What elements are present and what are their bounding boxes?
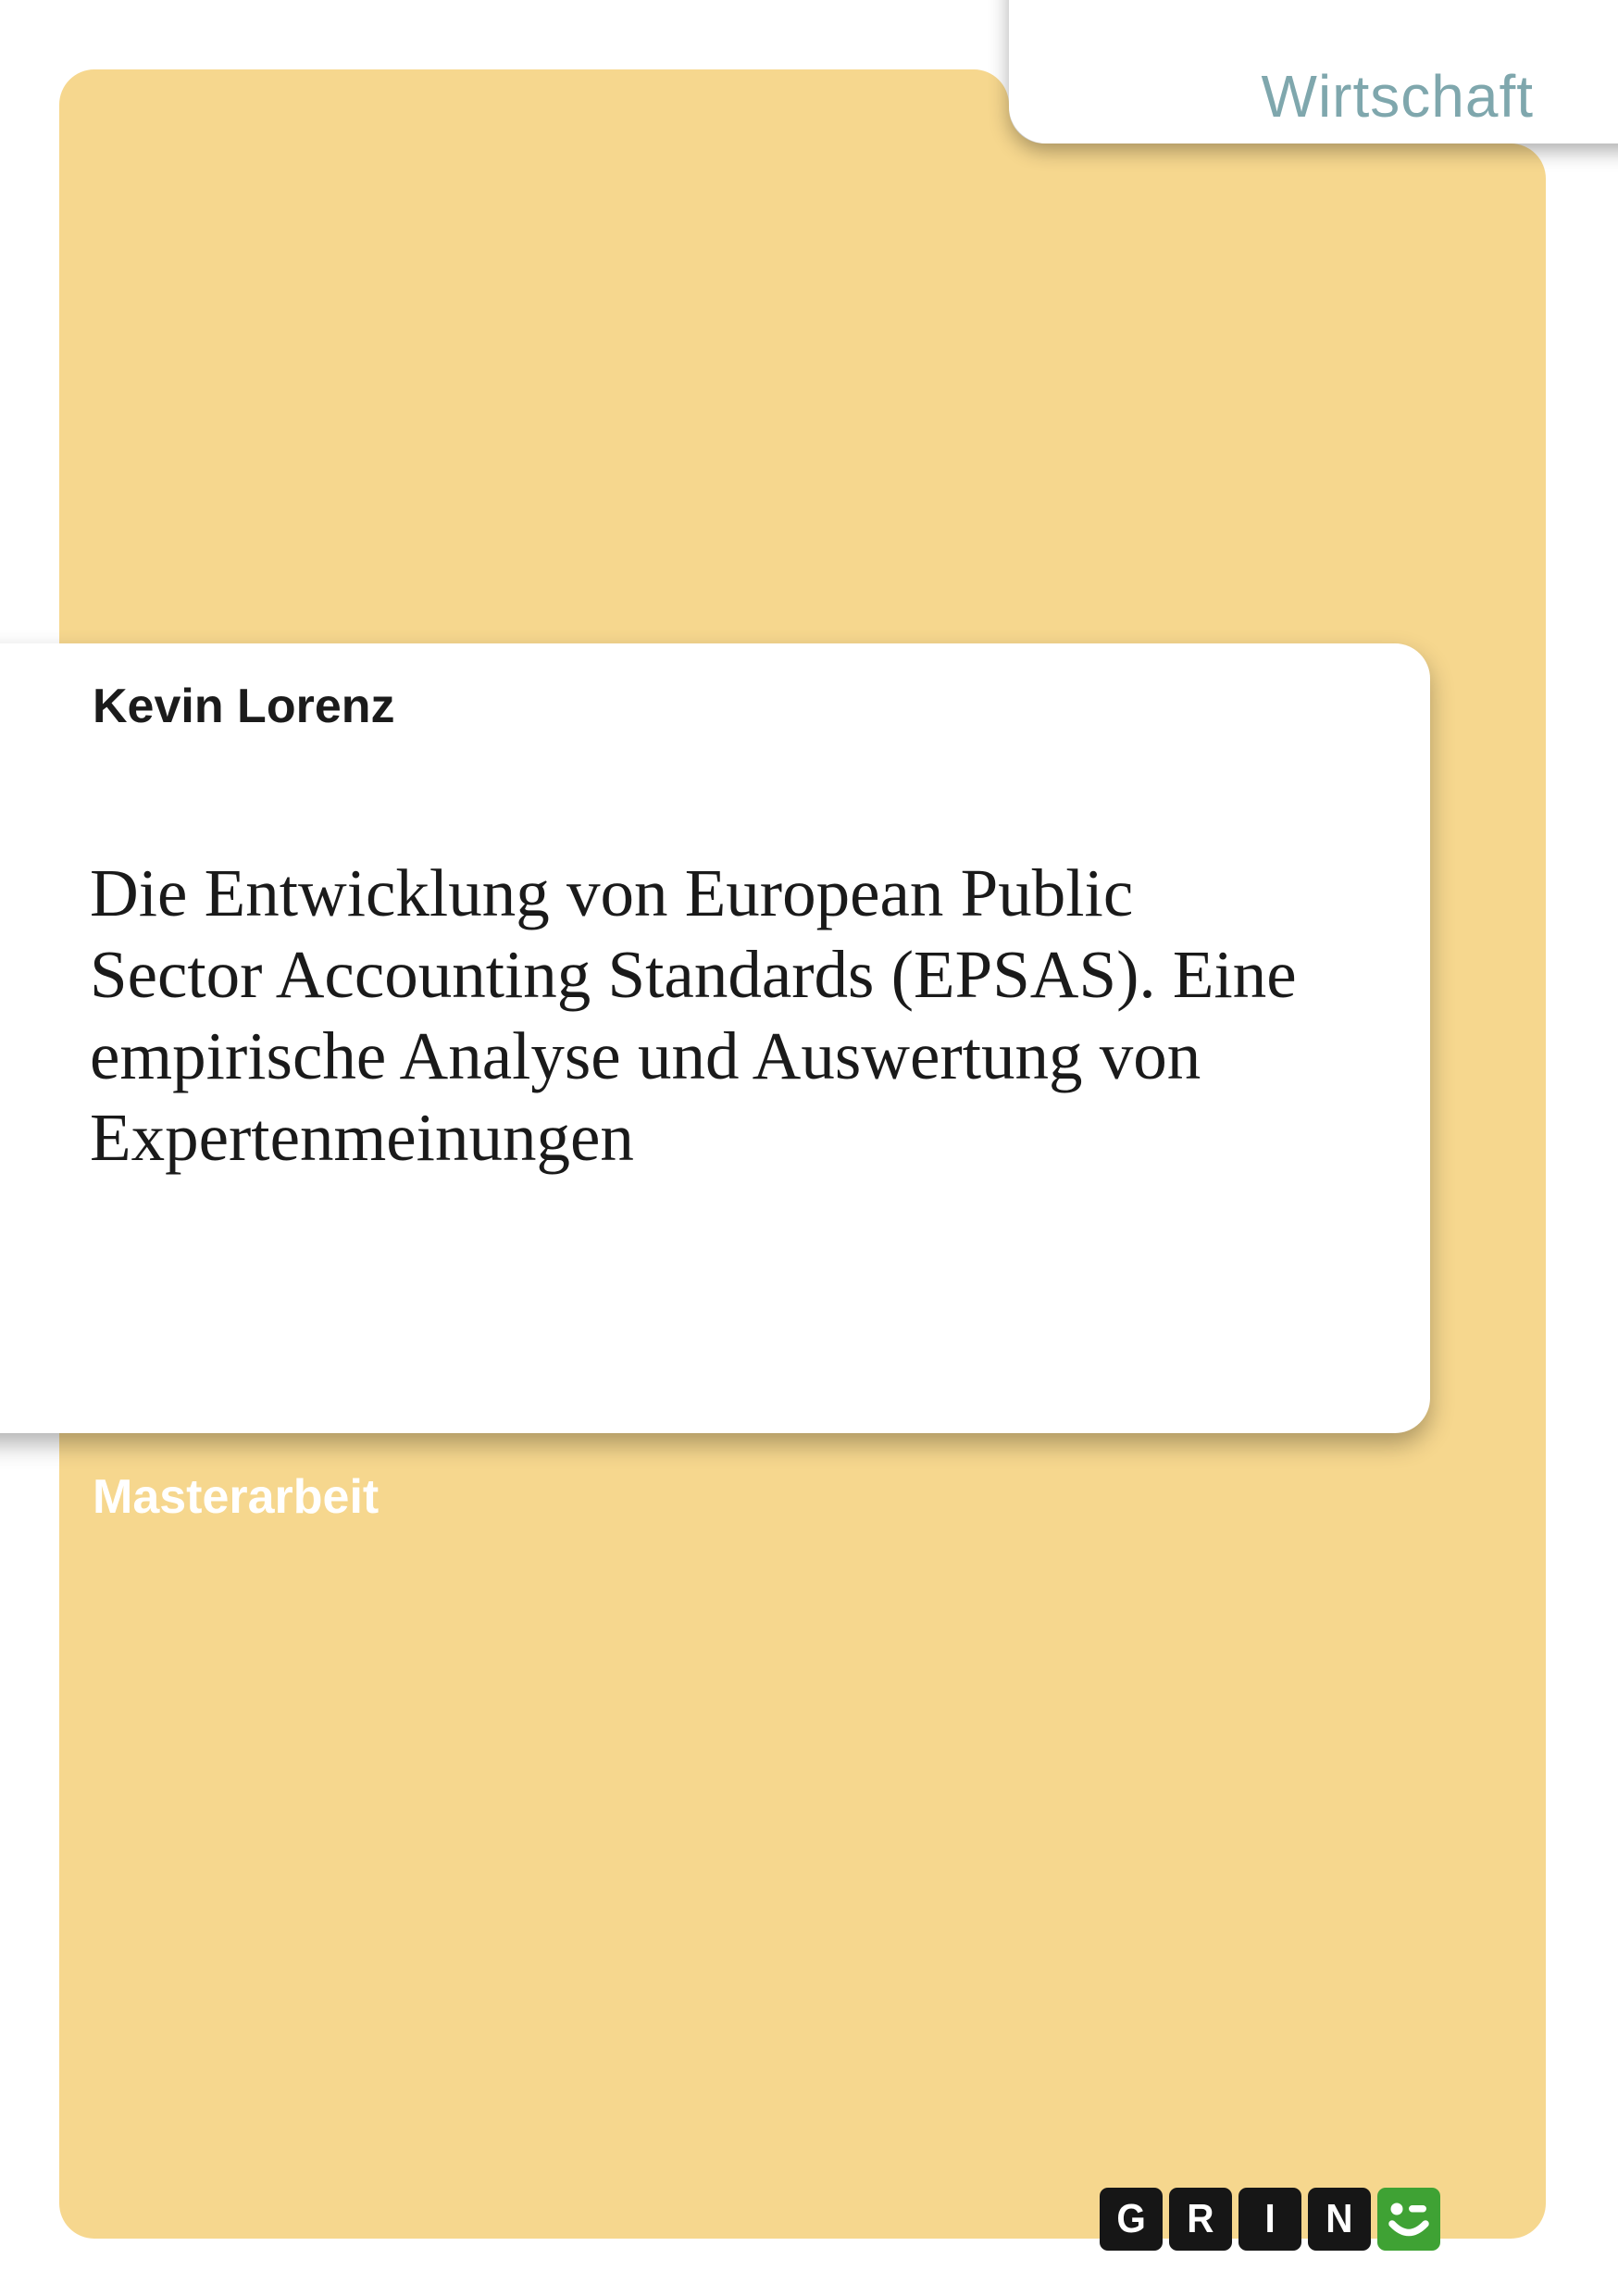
logo-tile-g	[1100, 2188, 1163, 2251]
thesis-type-label: Masterarbeit	[93, 1470, 380, 1524]
logo-tile-i	[1238, 2188, 1301, 2251]
logo-letter: R	[1187, 2196, 1214, 2241]
logo-tile-smiley	[1377, 2188, 1440, 2251]
title-panel	[0, 643, 1430, 1433]
winking-smiley-icon	[1377, 2188, 1440, 2251]
book-title-line: Die Entwicklung von European Public	[90, 855, 1134, 930]
category-label: Wirtschaft	[1261, 63, 1534, 130]
logo-letter: G	[1116, 2196, 1146, 2241]
book-title	[90, 853, 1404, 1179]
author-name: Kevin Lorenz	[93, 680, 395, 733]
logo-tile-n	[1308, 2188, 1371, 2251]
book-title-line: empirische Analyse und Auswertung von	[90, 1018, 1201, 1093]
logo-letter: N	[1326, 2196, 1353, 2241]
book-title-line: Sector Accounting Standards (EPSAS). Eine	[90, 937, 1297, 1012]
logo-tile-r	[1169, 2188, 1232, 2251]
logo-letter: I	[1264, 2196, 1276, 2241]
grin-logo	[1100, 2188, 1440, 2251]
book-title-line: Expertenmeinungen	[90, 1100, 634, 1175]
